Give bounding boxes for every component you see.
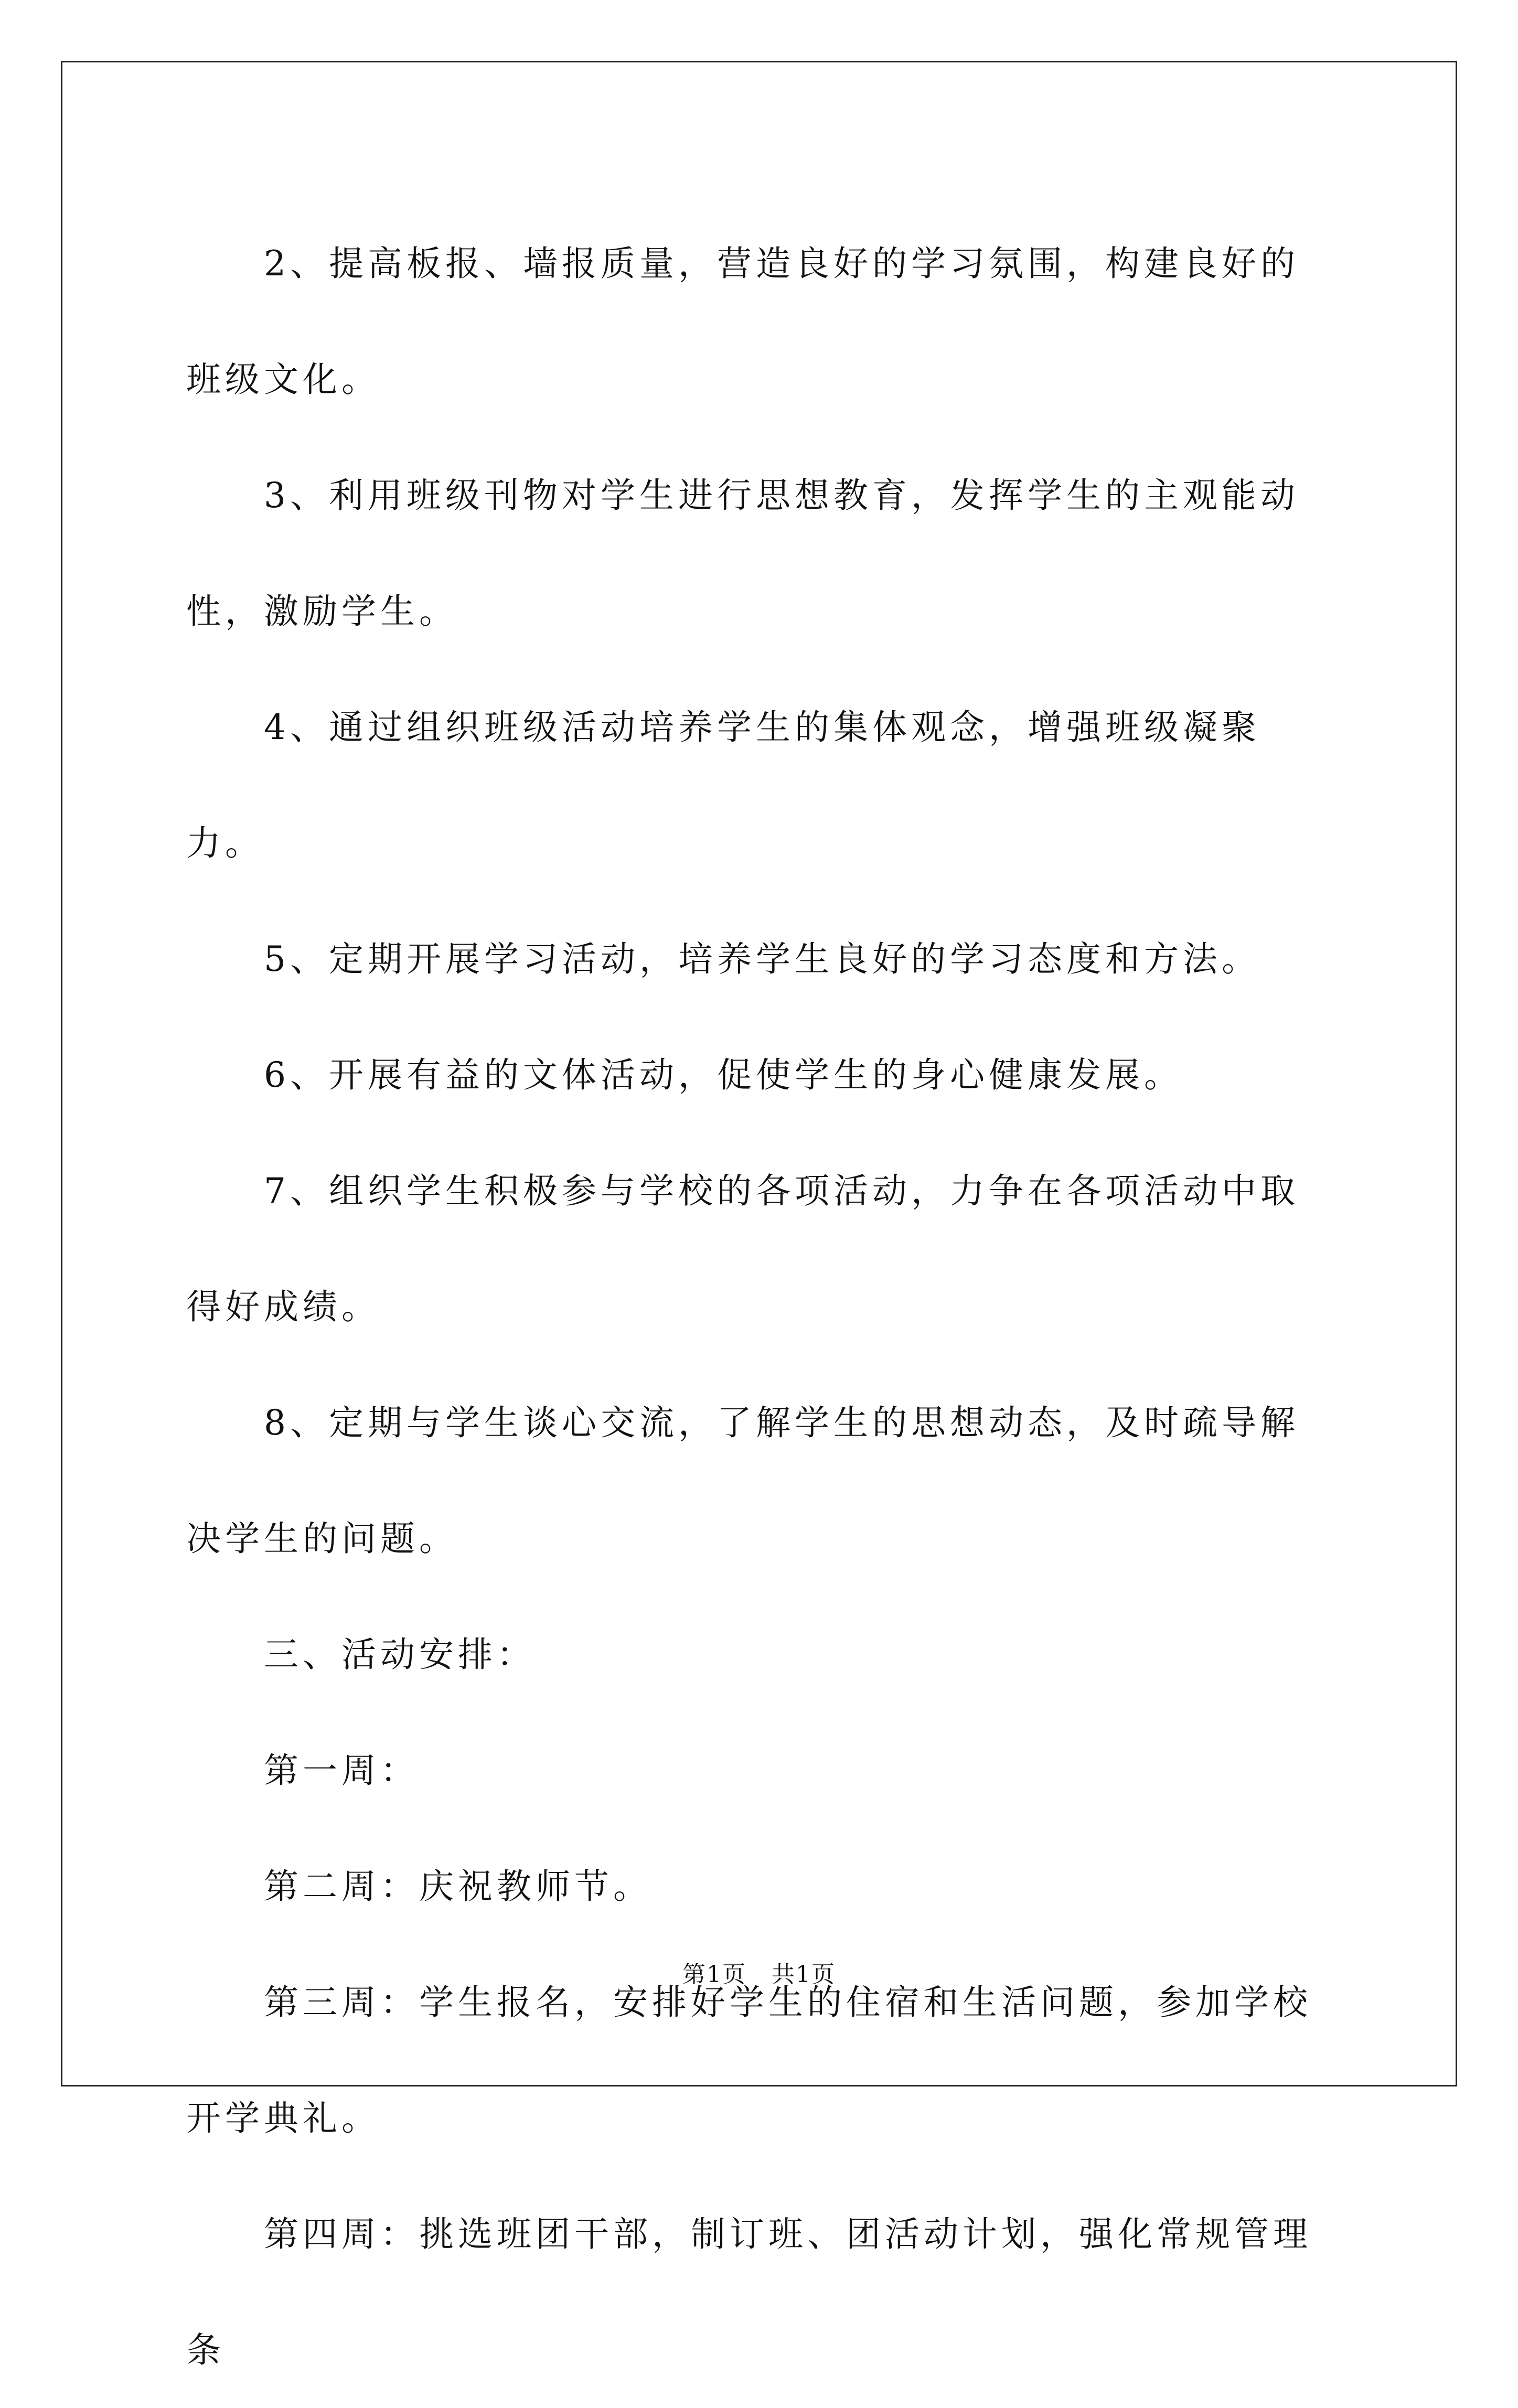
paragraph: 6、开展有益的文体活动，促使学生的身心健康发展。 — [264, 1055, 1183, 1095]
page-number-current: 第1页 — [682, 1961, 746, 1988]
document-body — [186, 206, 1333, 2408]
paragraph: 第二周：庆祝教师节。 — [264, 1866, 652, 1907]
paragraph: 5、定期开展学习活动，培养学生良好的学习态度和方法。 — [264, 939, 1260, 979]
paragraph: 第四周：挑选班团干部，制订班、团活动计划，强化常规管理条 — [186, 2214, 1312, 2370]
paragraph: 7、组织学生积极参与学校的各项活动，力争在各项活动中取得好成绩。 — [186, 1171, 1299, 1327]
paragraph: 4、通过组织班级活动培养学生的集体观念，增强班级凝聚力。 — [186, 707, 1260, 863]
page-footer — [0, 1955, 1518, 1989]
paragraph: 2、提高板报、墙报质量，营造良好的学习氛围，构建良好的班级文化。 — [186, 243, 1299, 400]
paragraph: 3、利用班级刊物对学生进行思想教育，发挥学生的主观能动性，激励学生。 — [186, 475, 1299, 632]
section-heading: 三、活动安排： — [264, 1634, 536, 1675]
paragraph: 第三周：学生报名，安排好学生的住宿和生活问题，参加学校开学典礼。 — [186, 1982, 1312, 2138]
paragraph: 8、定期与学生谈心交流，了解学生的思想动态，及时疏导解决学生的问题。 — [186, 1403, 1299, 1559]
paragraph: 第一周： — [264, 1750, 419, 1791]
page-number-total: 共1页 — [772, 1961, 836, 1988]
